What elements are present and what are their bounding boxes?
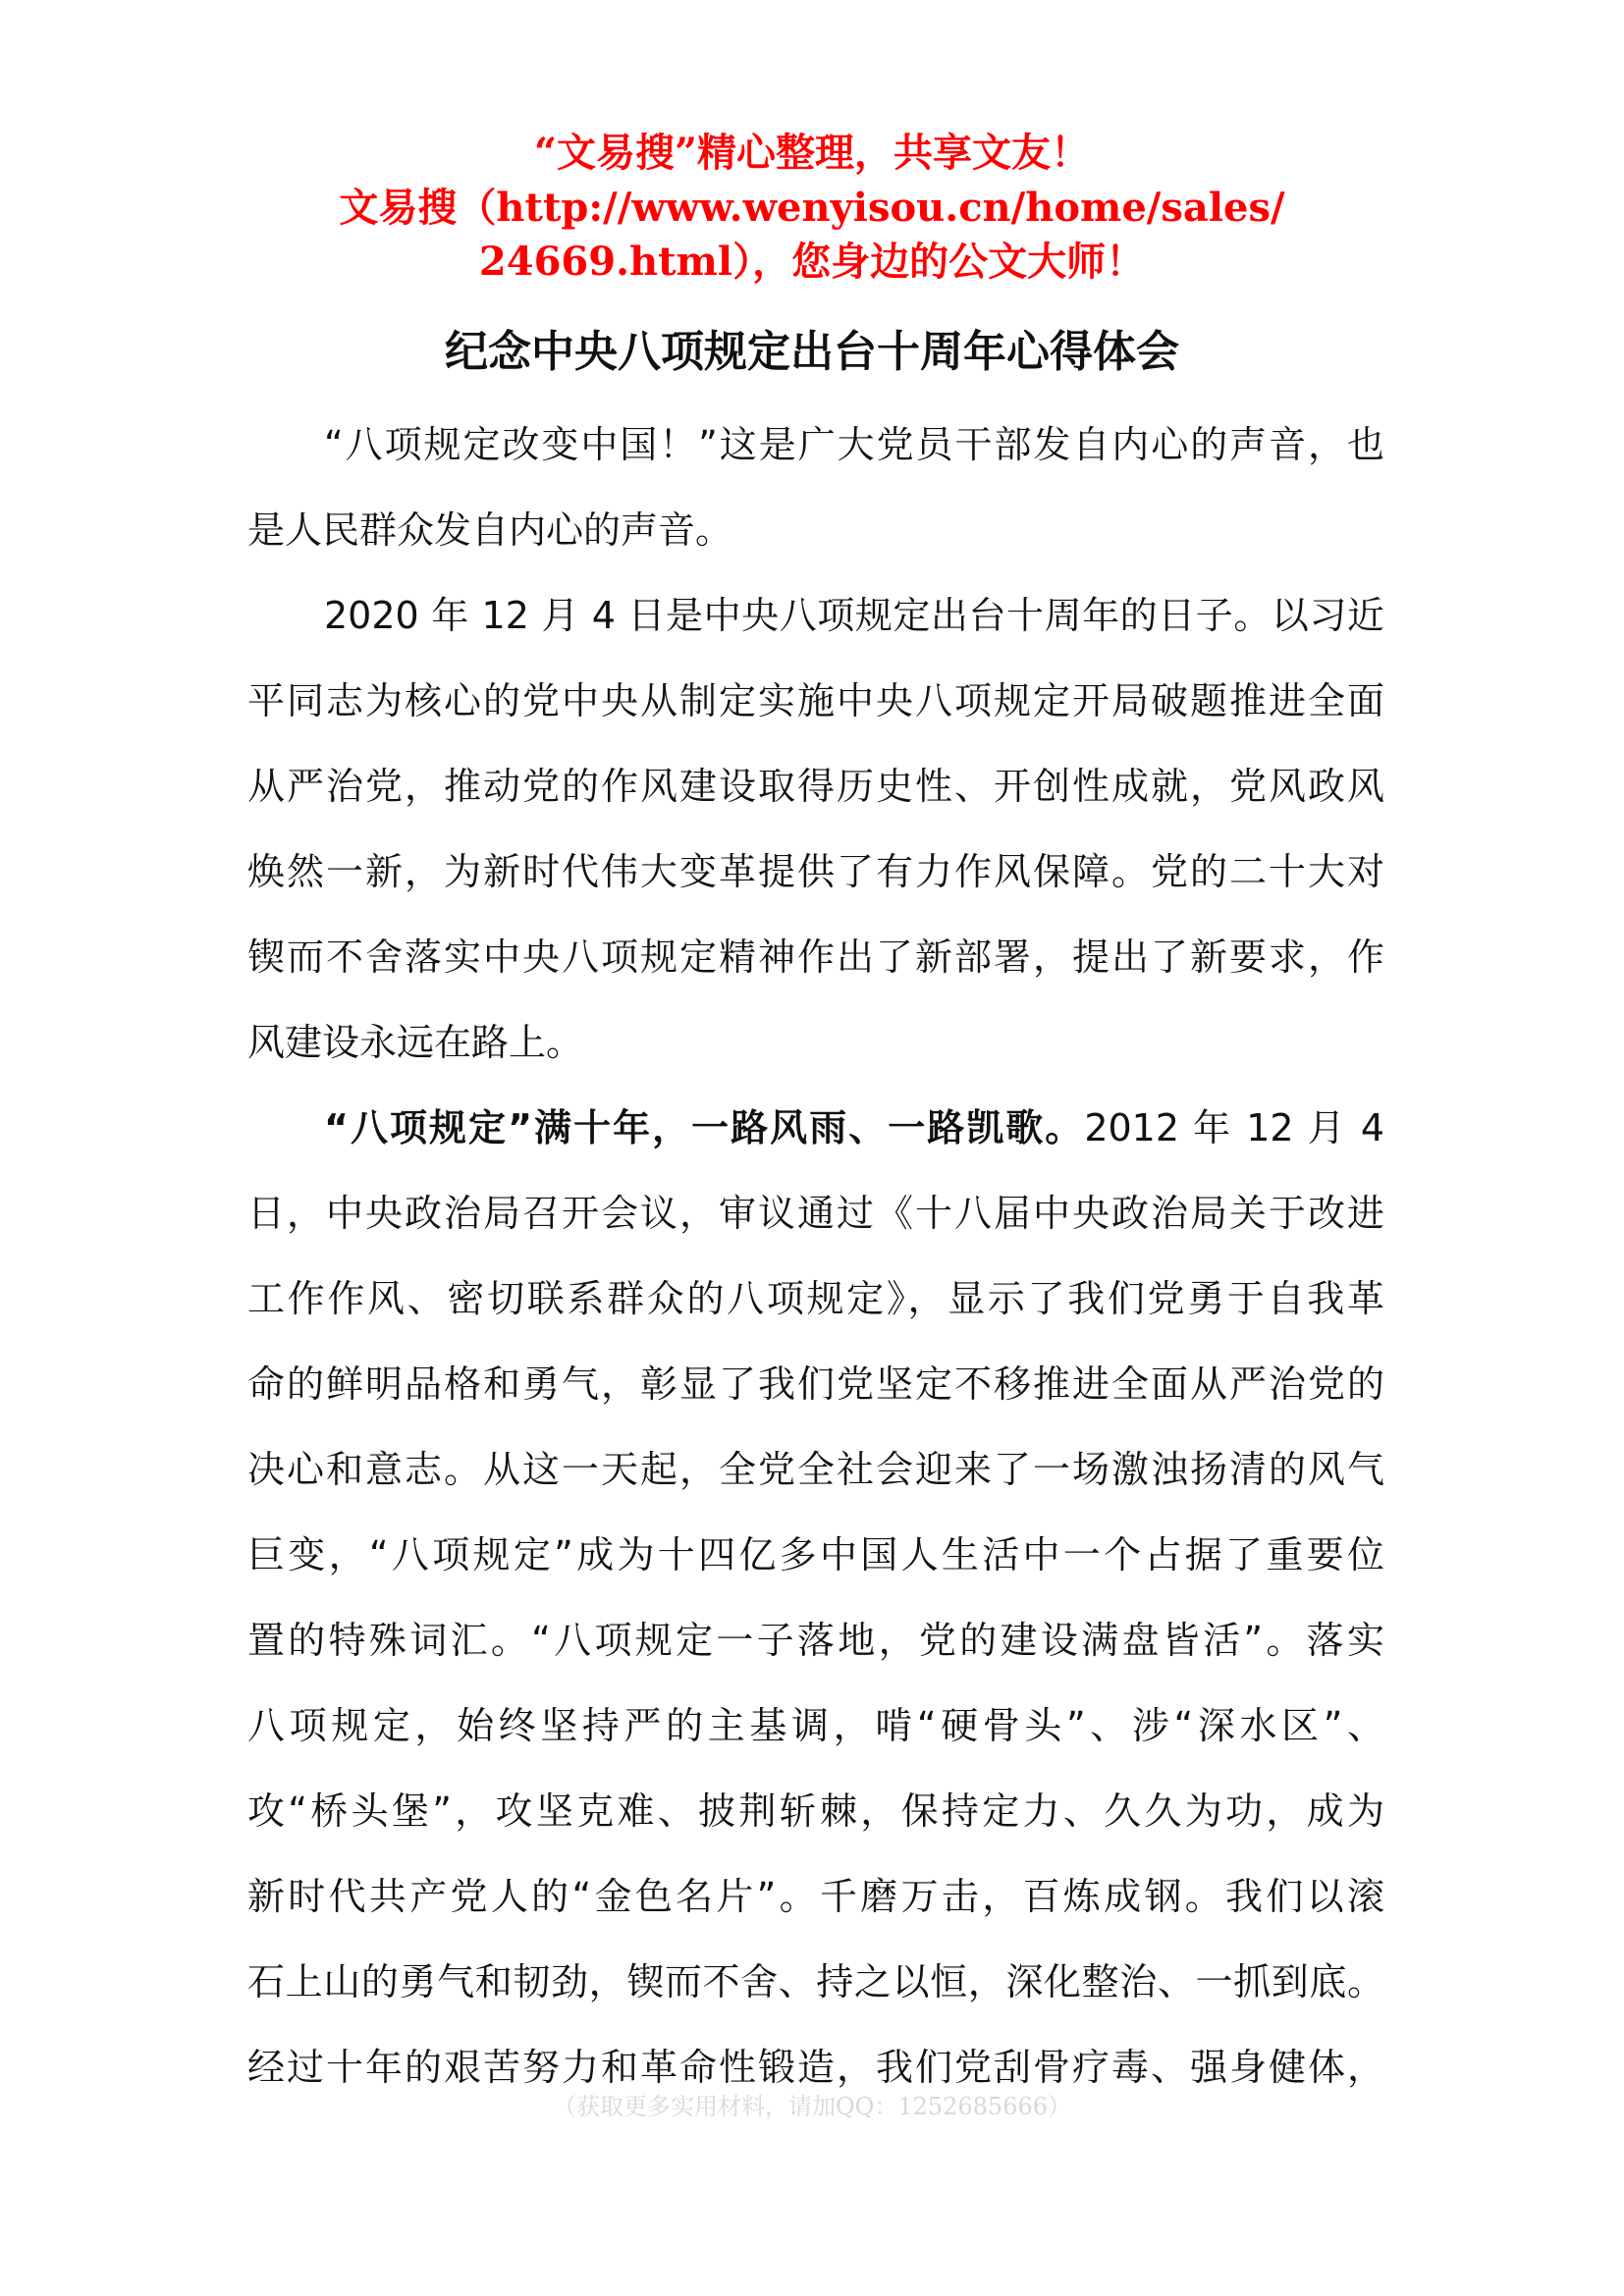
paragraph-3-line: 巨变，“八项规定”成为十四亿多中国人生活中一个占据了重要位	[247, 1533, 1384, 1576]
paragraph-3-lead-rest: 2012 年 12 月 4	[1084, 1106, 1384, 1149]
paragraph-3-line: 决心和意志。从这一天起，全党全社会迎来了一场激浊扬清的风气	[247, 1448, 1384, 1491]
promo-line-2: 文易搜（http://www.wenyisou.cn/home/sales/	[339, 185, 1285, 231]
paragraph-3-line: 置的特殊词汇。“八项规定一子落地，党的建设满盘皆活”。落实	[247, 1619, 1384, 1662]
paragraph-2-line: 锲而不舍落实中央八项规定精神作出了新部署，提出了新要求，作	[247, 935, 1384, 979]
paragraph-3-lead-bold: “八项规定”满十年，一路风雨、一路凯歌。	[324, 1106, 1085, 1149]
paragraph-2-line: 2020 年 12 月 4 日是中央八项规定出台十周年的日子。以习近	[324, 594, 1384, 637]
paragraph-3-line: 石上山的勇气和韧劲，锲而不舍、持之以恒，深化整治、一抓到底。	[247, 1960, 1384, 2003]
paragraph-2-line: 从严治党，推动党的作风建设取得历史性、开创性成就，党风政风	[247, 765, 1384, 808]
paragraph-3-line: 工作作风、密切联系群众的八项规定》，显示了我们党勇于自我革	[247, 1277, 1384, 1320]
paragraph-1-line: “八项规定改变中国！”这是广大党员干部发自内心的声音，也	[324, 423, 1384, 466]
paragraph-3-line: 新时代共产党人的“金色名片”。千磨万击，百炼成钢。我们以滚	[247, 1875, 1384, 1918]
paragraph-2-line: 平同志为核心的党中央从制定实施中央八项规定开局破题推进全面	[247, 679, 1384, 722]
paragraph-2-line: 焕然一新，为新时代伟大变革提供了有力作风保障。党的二十大对	[247, 850, 1384, 893]
document-title: 纪念中央八项规定出台十周年心得体会	[445, 327, 1179, 377]
promo-line-1: “文易搜”精心整理，共享文友！	[533, 130, 1090, 176]
paragraph-3-line: 经过十年的艰苦努力和革命性锻造，我们党刮骨疗毒、强身健体，	[247, 2046, 1384, 2089]
paragraph-3-line: 八项规定，始终坚持严的主基调，啃“硬骨头”、涉“深水区”、	[247, 1704, 1384, 1747]
paragraph-3-first-line	[247, 1086, 1384, 1171]
paragraph-3-line: 攻“桥头堡”，攻坚克难、披荆斩棘，保持定力、久久为功，成为	[247, 1789, 1384, 1833]
promo-line-3: 24669.html），您身边的公文大师！	[478, 239, 1146, 285]
footer-watermark: （获取更多实用材料，请加QQ：1252685666）	[552, 2093, 1072, 2120]
paragraph-3-line: 命的鲜明品格和勇气，彰显了我们党坚定不移推进全面从严治党的	[247, 1362, 1384, 1406]
paragraph-3-line: 日，中央政治局召开会议，审议通过《十八届中央政治局关于改进	[247, 1192, 1384, 1235]
paragraph-2-line: 风建设永远在路上。	[247, 1021, 584, 1064]
paragraph-1-line: 是人民群众发自内心的声音。	[247, 508, 733, 552]
document-body	[247, 402, 1384, 2110]
